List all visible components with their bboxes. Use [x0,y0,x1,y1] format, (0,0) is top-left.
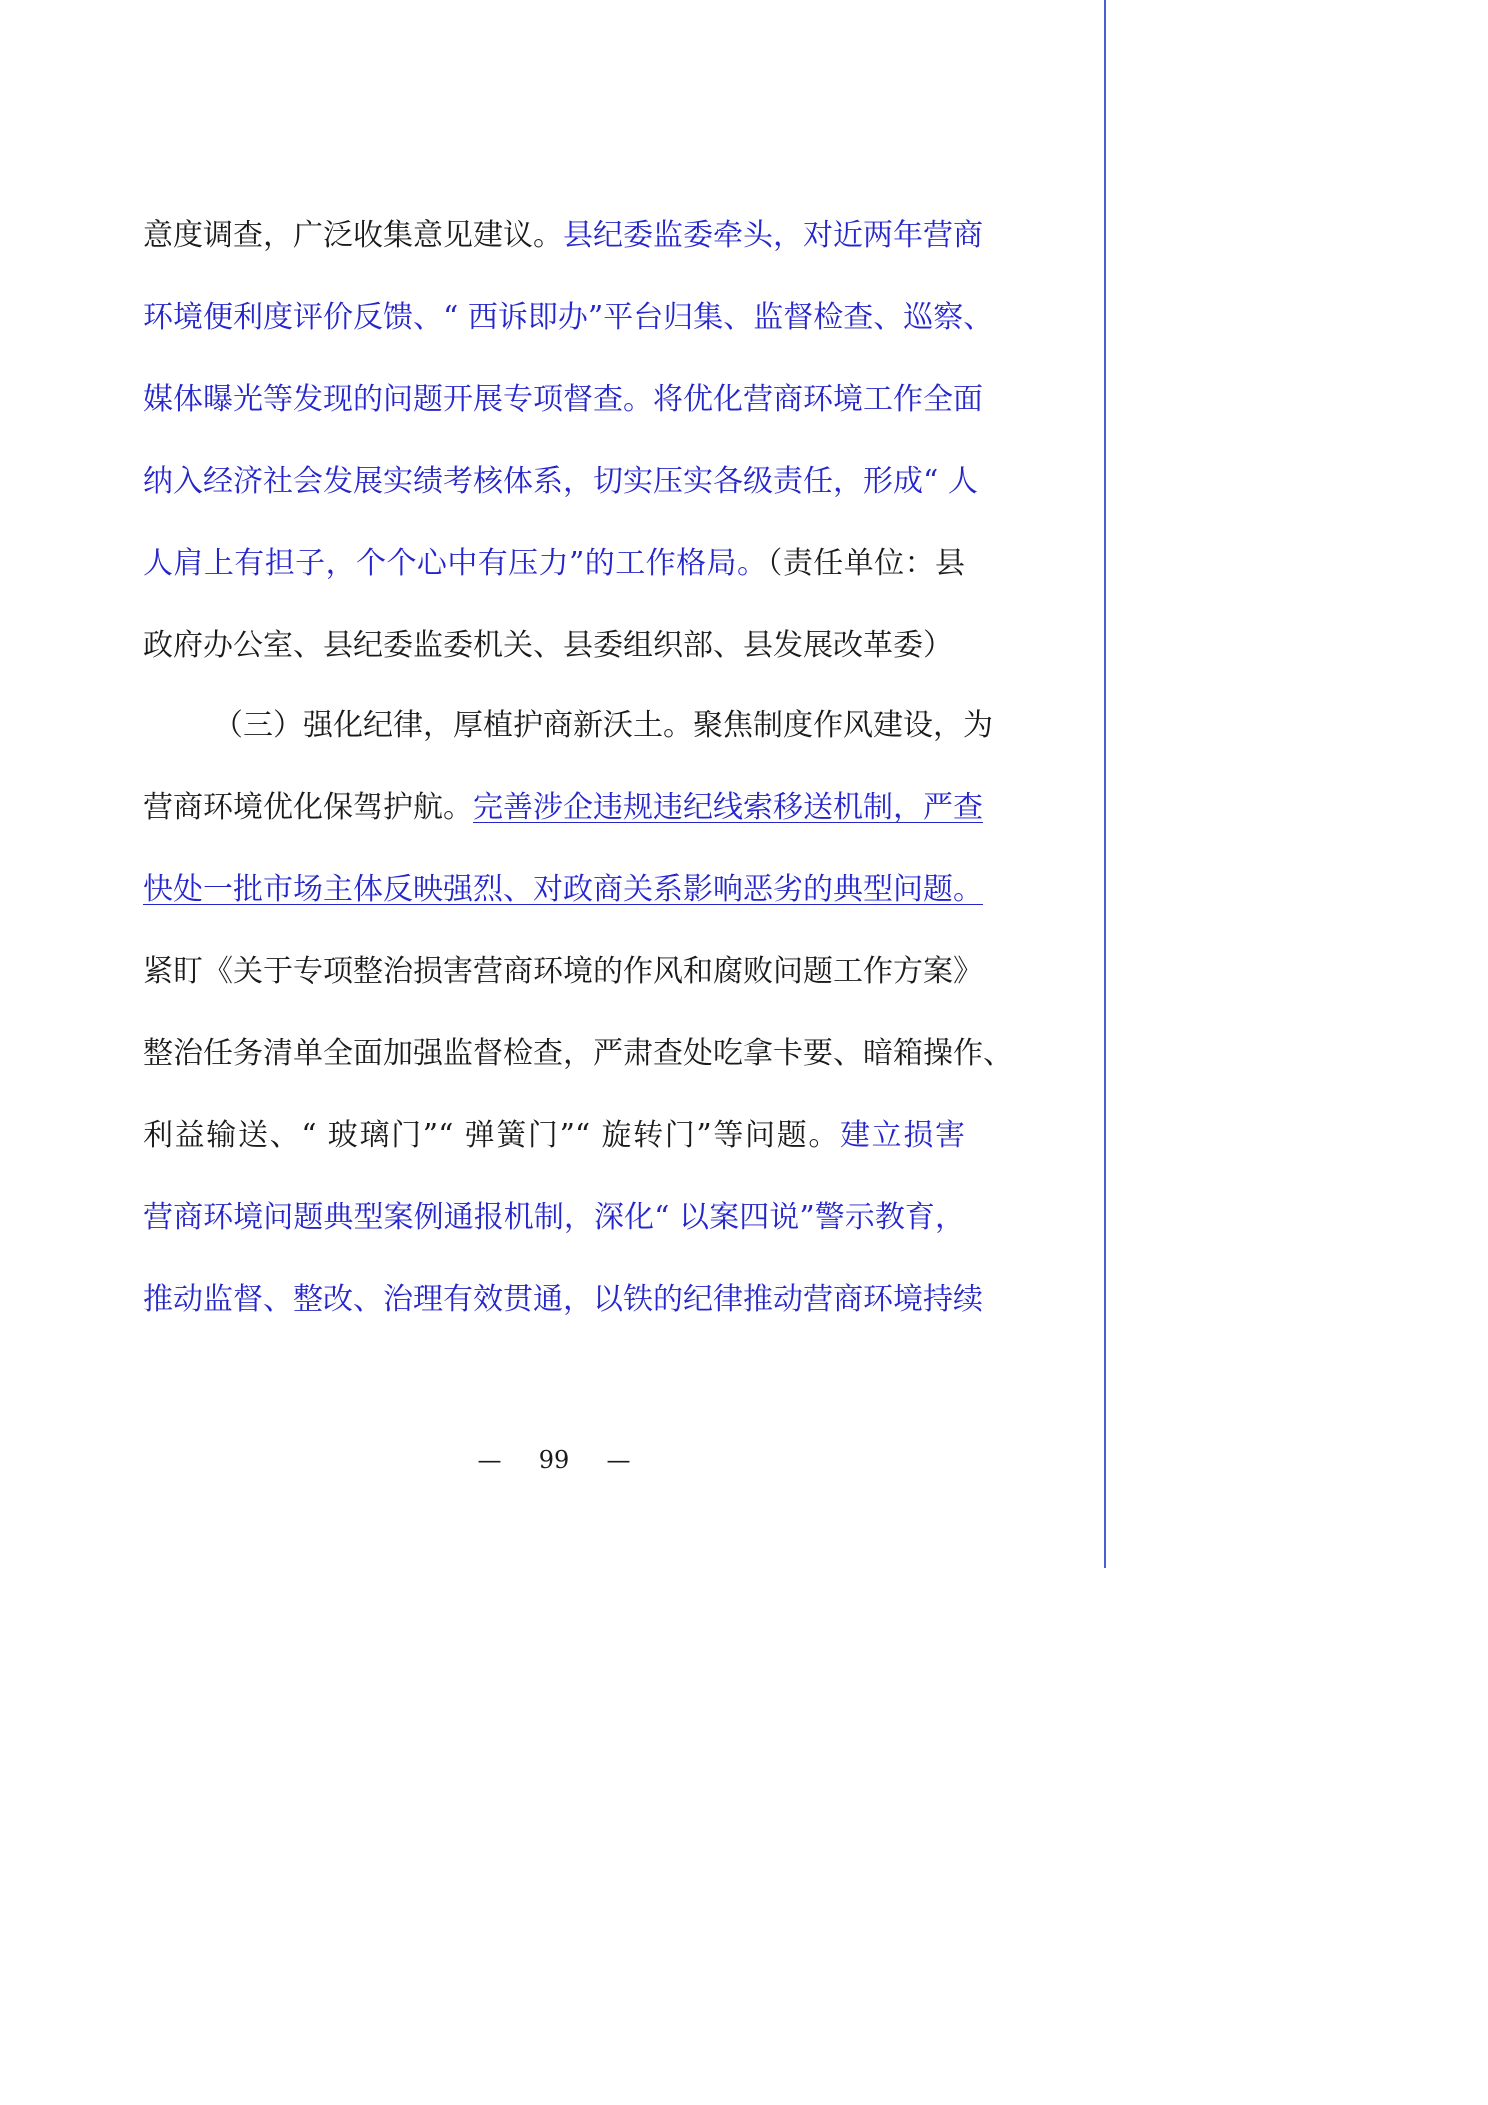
footer-dash-left: — [477,1446,502,1474]
highlighted-text-run: 媒体曝光等发现的问题开展专项督查。将优化营商环境工作全面 [143,382,983,417]
text-line-13 [143,1198,965,1238]
text-line-14 [143,1280,983,1320]
highlighted-text-run: 纳入经济社会发展实绩考核体系，切实压实各级责任，形成“ 人 [143,464,978,499]
text-line-5 [143,544,965,584]
section-heading-line [143,706,993,746]
highlighted-text-run: 推动监督、整改、治理有效贯通，以铁的纪律推动营商环境持续 [143,1282,983,1317]
underlined-text-run: 完善涉企违规违纪线索移送机制，严查 [473,790,983,825]
highlighted-text-run: 人肩上有担子，个个心中有压力”的工作格局。 [143,546,768,581]
section-heading: （三）强化纪律，厚植护商新沃土。聚焦制度作风建设，为 [213,708,993,743]
text-line-12 [143,1116,965,1156]
text-line-1 [143,216,983,256]
text-line-4 [143,462,978,502]
text-line-10 [143,952,983,992]
text-line-6 [143,626,965,666]
page-edge-line [1104,0,1106,1568]
text-line-3 [143,380,983,420]
underlined-text-run: 快处一批市场主体反映强烈、对政商关系影响恶劣的典型问题。 [143,872,983,907]
text-run: 紧盯《关于专项整治损害营商环境的作风和腐败问题工作方案》 [143,954,983,989]
text-line-8 [143,788,983,828]
text-line-11 [143,1034,1013,1074]
highlighted-text-run: 营商环境问题典型案例通报机制，深化“ 以案四说”警示教育， [143,1200,965,1235]
text-line-9 [143,870,983,910]
text-run: （责任单位：县 [767,546,965,581]
text-line-2 [143,298,994,338]
text-run: 政府办公室、县纪委监委机关、县委组织部、县发展改革委） [143,628,953,663]
footer-dash-right: — [606,1446,631,1474]
page-number: 99 [538,1446,570,1474]
page-footer [0,1442,1108,1478]
text-run: 营商环境优化保驾护航。 [143,790,473,825]
highlighted-text-run: 县纪委监委牵头，对近两年营商 [563,218,983,253]
highlighted-text-run: 环境便利度评价反馈、“ 西诉即办”平台归集、监督检查、巡察、 [143,300,994,335]
text-run: 利益输送、“ 玻璃门”“ 弹簧门”“ 旋转门”等问题。 [143,1118,841,1153]
text-run: 意度调查，广泛收集意见建议。 [143,218,563,253]
highlighted-text-run: 建立损害 [840,1118,965,1153]
text-run: 整治任务清单全面加强监督检查，严肃查处吃拿卡要、暗箱操作、 [143,1036,1013,1071]
